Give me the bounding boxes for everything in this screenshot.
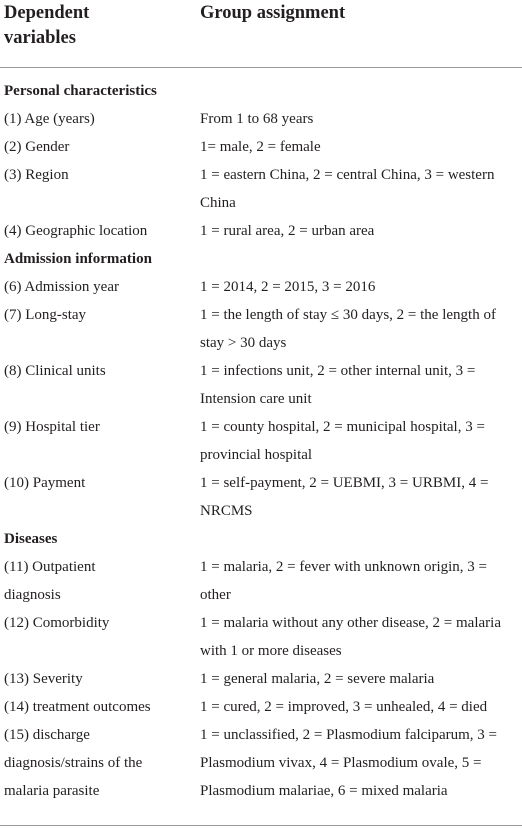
variable-text: diagnosis/strains of the [4,755,143,771]
variable-text: (4) Geographic location [4,223,148,239]
assignment-cell [200,609,520,665]
variable-text: (10) Payment [4,475,86,491]
assignment-cell [200,133,520,161]
assignment-text: 1 = general malaria, 2 = severe malaria [200,671,435,687]
variable-text: (1) Age (years) [4,111,95,127]
assignment-text: NRCMS [200,503,253,519]
table-row [0,357,522,413]
variable-text: malaria parasite [4,783,100,799]
variable-cell [4,609,189,637]
assignment-text: 1 = eastern China, 2 = central China, 3 = western [200,167,495,183]
assignment-text: 1 = unclassified, 2 = Plasmodium falciparum, 3 = [200,727,497,743]
assignment-text: China [200,195,236,211]
header-col1-line1: Dependent [4,3,90,23]
assignment-cell [200,469,520,525]
header-col1-line2: variables [4,28,76,48]
assignment-cell [200,413,520,469]
assignment-text: with 1 or more diseases [200,643,342,659]
assignment-cell [200,105,520,133]
header-group-assignment: Group assignment [200,3,346,23]
table-header [0,0,522,66]
table-row [0,217,522,245]
table-row [0,133,522,161]
variable-cell [4,273,189,301]
variable-cell [4,721,189,805]
assignment-cell [200,553,520,609]
variable-cell [4,105,189,133]
variable-cell [4,693,189,721]
table-row [0,665,522,693]
table-row [0,161,522,217]
variable-cell [4,133,189,161]
assignment-text: 1 = 2014, 2 = 2015, 3 = 2016 [200,279,376,295]
assignment-text: other [200,587,231,603]
assignment-text: 1 = cured, 2 = improved, 3 = unhealed, 4 = died [200,699,488,715]
variable-cell [4,413,189,441]
variable-cell [4,301,189,329]
table-row [0,301,522,357]
variable-cell [4,357,189,385]
assignment-text: 1 = malaria without any other disease, 2 = malaria [200,615,501,631]
variable-text: (13) Severity [4,671,83,687]
assignment-cell [200,357,520,413]
assignment-text: Plasmodium vivax, 4 = Plasmodium ovale, 5 = [200,755,482,771]
section-title: Diseases [4,531,58,547]
assignment-text: provincial hospital [200,447,313,463]
assignment-cell [200,301,520,357]
table-row [0,553,522,609]
assignment-cell [200,721,520,805]
assignment-text: Intension care unit [200,391,312,407]
assignment-text: 1 = malaria, 2 = fever with unknown origin, 3 = [200,559,487,575]
variable-text: (7) Long-stay [4,307,87,323]
table-row [0,105,522,133]
variable-text: (3) Region [4,167,69,183]
section-title: Personal characteristics [4,83,157,99]
assignment-cell [200,665,520,693]
section-title: Admission information [4,251,152,267]
variable-text: (6) Admission year [4,279,119,295]
assignment-text: 1 = self-payment, 2 = UEBMI, 3 = URBMI, 4 = [200,475,489,491]
assignment-cell [200,693,520,721]
variable-text: diagnosis [4,587,61,603]
variable-text: (8) Clinical units [4,363,106,379]
table-row [0,413,522,469]
header-dependent-variables [4,1,89,51]
variable-cell [4,217,189,245]
variable-cell [4,553,189,609]
assignment-text: 1 = the length of stay ≤ 30 days, 2 = the length of [200,307,496,323]
variable-text: (9) Hospital tier [4,419,100,435]
table-row [0,469,522,525]
assignment-text: 1= male, 2 = female [200,139,321,155]
variable-cell [4,469,189,497]
assignment-text: stay > 30 days [200,335,287,351]
assignment-cell [200,217,520,245]
variable-cell [4,161,189,189]
bottom-rule [0,825,522,826]
assignment-text: 1 = county hospital, 2 = municipal hospital, 3 = [200,419,485,435]
assignment-cell [200,273,520,301]
variable-cell [4,665,189,693]
variable-text: (12) Comorbidity [4,615,110,631]
table-row [0,693,522,721]
assignment-text: Plasmodium malariae, 6 = mixed malaria [200,783,448,799]
assignment-cell [200,161,520,217]
table-row [0,273,522,301]
header-rule [0,67,522,68]
variable-text: (11) Outpatient [4,559,96,575]
assignment-text: 1 = rural area, 2 = urban area [200,223,375,239]
variable-text: (15) discharge [4,727,90,743]
table-row [0,609,522,665]
variable-text: (14) treatment outcomes [4,699,151,715]
variable-text: (2) Gender [4,139,70,155]
assignment-text: From 1 to 68 years [200,111,314,127]
table-row [0,721,522,805]
assignment-text: 1 = infections unit, 2 = other internal unit, 3 = [200,363,476,379]
